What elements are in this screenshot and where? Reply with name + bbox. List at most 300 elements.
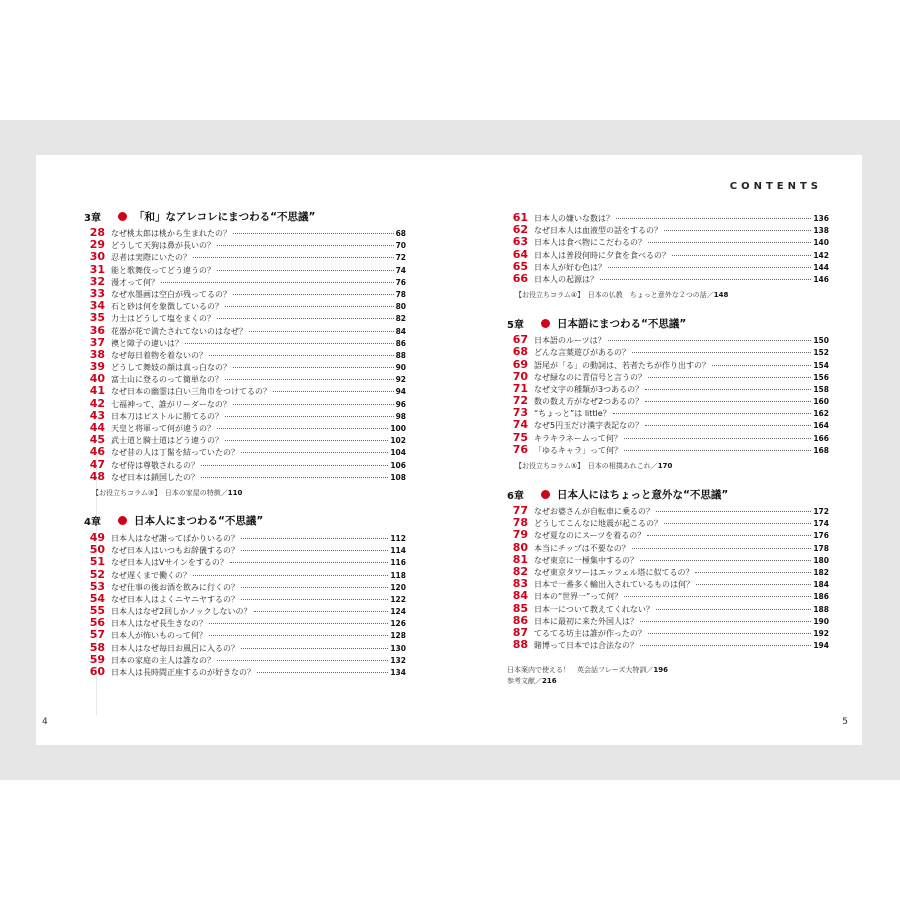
entry-number: 83 <box>512 577 528 591</box>
entry-page: 160 <box>813 397 829 407</box>
chapter-heading <box>84 512 406 530</box>
entry-number: 48 <box>89 469 105 483</box>
dot-leader <box>225 379 394 380</box>
dot-leader <box>632 352 811 353</box>
entry-page: 106 <box>390 460 406 470</box>
book-spread <box>36 155 862 745</box>
dot-leader <box>233 233 394 234</box>
entry-page: 154 <box>813 360 829 370</box>
dot-leader <box>712 365 811 366</box>
column-note <box>92 488 406 498</box>
entry-question: なぜ日本人はいつもお辞儀するの？ <box>111 546 239 556</box>
entry-number: 85 <box>512 601 528 615</box>
entry-page: 166 <box>813 433 829 443</box>
toc-entry <box>84 288 406 300</box>
toc-entry <box>84 312 406 324</box>
entry-page: 82 <box>395 314 406 324</box>
entry-page: 92 <box>395 375 406 385</box>
chapter-heading <box>507 485 829 503</box>
toc-entry <box>507 383 829 395</box>
entry-number: 45 <box>89 433 105 447</box>
toc-entry <box>84 227 406 239</box>
dot-leader <box>209 635 388 636</box>
entry-question: 忍者は実際にいたの？ <box>111 253 191 263</box>
entry-question: “ちょっと”は little？ <box>534 409 611 419</box>
column-note-text: 日本の家屋の特徴／ <box>164 488 228 497</box>
dot-leader <box>624 596 811 597</box>
entry-number: 58 <box>89 640 105 654</box>
toc-entry <box>84 471 406 483</box>
entry-number: 86 <box>512 613 528 627</box>
toc-entry <box>507 432 829 444</box>
page-number-right: 5 <box>842 717 848 727</box>
toc-entry <box>507 371 829 383</box>
entry-page: 192 <box>813 628 829 638</box>
dot-leader <box>241 587 388 588</box>
chapter-heading <box>84 207 406 225</box>
entry-page: 158 <box>813 384 829 394</box>
entry-question: なぜ5円玉だけ漢字表記なの？ <box>534 421 644 431</box>
left-column <box>84 207 406 678</box>
entry-number: 39 <box>89 360 105 374</box>
entry-number: 43 <box>89 408 105 422</box>
entry-page: 136 <box>813 214 829 223</box>
toc-entry <box>507 566 829 578</box>
entry-number: 31 <box>89 262 105 276</box>
toc-entry <box>507 346 829 358</box>
entry-page: 84 <box>395 326 406 336</box>
entry-page: 138 <box>813 226 829 236</box>
dot-leader <box>616 218 811 219</box>
entry-number: 47 <box>89 457 105 471</box>
entry-page: 112 <box>390 533 406 543</box>
entry-number: 44 <box>89 421 105 434</box>
toc-entry <box>507 627 829 639</box>
dot-leader <box>648 242 811 243</box>
entry-number: 68 <box>512 345 528 359</box>
entry-question: 日本人はなぜ長生きなの？ <box>111 619 207 629</box>
entry-question: なぜ日本の幽霊は白い三角巾をつけてるの？ <box>111 387 271 397</box>
entry-number: 33 <box>89 286 105 300</box>
dot-leader <box>225 440 388 441</box>
dot-leader <box>608 340 812 341</box>
entry-list <box>507 212 829 285</box>
entry-question: 富士山に登るのって簡単なの？ <box>111 375 223 385</box>
entry-question: なぜ文字の種類が3つあるの？ <box>534 384 644 394</box>
toc-entry <box>507 224 829 236</box>
spacer <box>507 471 829 485</box>
spacer <box>507 651 829 665</box>
right-page <box>449 155 862 745</box>
dot-leader <box>241 599 388 600</box>
entry-number: 57 <box>89 628 105 642</box>
entry-number: 38 <box>89 347 105 361</box>
entry-page: 174 <box>813 519 829 529</box>
entry-question: 日本人は食べ物にこだわるの？ <box>534 238 646 248</box>
toc-entry <box>507 590 829 602</box>
entry-question: 「ゆるキャラ」って何？ <box>534 445 622 455</box>
entry-page: 86 <box>395 338 406 348</box>
entry-number: 71 <box>512 381 528 395</box>
entry-page: 108 <box>390 472 406 482</box>
column-note-text: 日本の仏教 ちょっと意外な２つの話／ <box>587 291 714 300</box>
entry-number: 75 <box>512 430 528 444</box>
dot-leader <box>645 401 811 402</box>
entry-question: なぜ遅くまで働くの？ <box>111 570 191 580</box>
entry-page: 168 <box>813 445 829 455</box>
dot-leader <box>209 623 388 624</box>
entry-page: 150 <box>813 336 829 346</box>
dot-leader <box>613 413 812 414</box>
toc-entry <box>84 337 406 349</box>
dot-leader <box>600 279 811 280</box>
spacer <box>507 300 829 314</box>
entry-page: 72 <box>395 253 406 263</box>
entry-list <box>84 227 406 483</box>
dot-leader <box>647 535 811 536</box>
entry-number: 55 <box>89 604 105 618</box>
toc-entry <box>84 251 406 263</box>
toc-entry <box>507 505 829 517</box>
toc-entry <box>507 444 829 456</box>
dot-leader <box>241 452 388 453</box>
end-note-text: 参考文献／ <box>507 677 542 686</box>
dot-leader <box>225 306 394 307</box>
chapter-title: 日本人にまつわる“不思議” <box>134 515 264 528</box>
entry-page: 96 <box>395 399 406 409</box>
dot-leader <box>624 438 812 439</box>
chapter-label: 4章 <box>84 517 101 529</box>
toc-entry <box>84 532 406 544</box>
toc-entry <box>507 407 829 419</box>
end-note-text: 日本案内で使える！ 英会話フレーズ大特訓／ <box>507 666 654 675</box>
entry-number: 35 <box>89 311 105 325</box>
entry-number: 46 <box>89 445 105 459</box>
entry-number: 63 <box>512 235 528 249</box>
column-note <box>515 290 829 300</box>
chapter-bullet-icon <box>541 319 550 328</box>
entry-question: なぜ日本は鎖国したの？ <box>111 472 199 482</box>
entry-page: 152 <box>813 348 829 358</box>
toc-entry <box>84 581 406 593</box>
entry-question: 本当にチップは不要なの？ <box>534 543 630 553</box>
entry-question: 天皇と将軍って何が違うの？ <box>111 424 215 433</box>
toc-entry <box>507 517 829 529</box>
toc-entry <box>84 300 406 312</box>
dot-leader <box>193 257 394 258</box>
entry-page: 142 <box>813 250 829 260</box>
entry-page: 164 <box>813 421 829 431</box>
entry-question: 日本人が好む色は？ <box>534 262 606 272</box>
toc-entry <box>507 419 829 431</box>
entry-number: 66 <box>512 271 528 285</box>
dot-leader <box>257 672 388 673</box>
dot-leader <box>217 428 388 429</box>
entry-question: 襖と障子の違いは？ <box>111 338 183 348</box>
toc-entry <box>507 529 829 541</box>
dot-leader <box>241 538 388 539</box>
entry-number: 53 <box>89 579 105 593</box>
dot-leader <box>640 645 811 646</box>
entry-question: 日本人は普段何時に夕食を食べるの？ <box>534 250 670 260</box>
entry-page: 94 <box>395 387 406 397</box>
entry-question: 賭博って日本では合法なの？ <box>534 641 638 651</box>
entry-question: なぜ日本人はVサインをするの？ <box>111 558 228 568</box>
dot-leader <box>241 550 388 551</box>
chapter-bullet-icon <box>118 516 127 525</box>
entry-question: 七福神って、誰がリーダーなの？ <box>111 399 231 409</box>
entry-page: 74 <box>395 265 406 275</box>
toc-entry <box>84 629 406 641</box>
entry-number: 54 <box>89 591 105 605</box>
entry-page: 146 <box>813 274 829 284</box>
entry-question: なぜ夏なのにスーツを着るの？ <box>534 531 646 541</box>
entry-number: 67 <box>512 333 528 347</box>
dot-leader <box>161 282 394 283</box>
dot-leader <box>254 611 389 612</box>
entry-question: 語尾が「る」の動詞は、若者たちが作り出すの？ <box>534 360 710 370</box>
entry-page: 116 <box>390 558 406 568</box>
dot-leader <box>241 648 388 649</box>
entry-page: 114 <box>390 546 406 556</box>
entry-list <box>84 532 406 678</box>
entry-page: 76 <box>395 277 406 287</box>
toc-entry <box>507 639 829 651</box>
entry-question: 日本の家庭の主人は誰なの？ <box>111 655 215 665</box>
dot-leader <box>273 391 394 392</box>
dot-leader <box>233 404 394 405</box>
entry-question: 日本人の嫌いな数は？ <box>534 214 614 223</box>
toc-entry <box>84 605 406 617</box>
toc-entry <box>507 395 829 407</box>
toc-entry <box>507 212 829 224</box>
toc-entry <box>84 569 406 581</box>
chapter-label: 5章 <box>507 319 524 331</box>
dot-leader <box>664 230 811 231</box>
entry-page: 184 <box>813 580 829 590</box>
toc-entry <box>84 556 406 568</box>
toc-entry <box>84 434 406 446</box>
toc-entry <box>507 273 829 285</box>
entry-question: なぜ緑なのに青信号と言うの？ <box>534 372 646 382</box>
entry-question: 数の数え方がなぜ2つあるの？ <box>534 397 644 407</box>
dot-leader <box>656 511 811 512</box>
chapter-heading <box>507 314 829 332</box>
entry-question: 日本人はなぜ謝ってばかりいるの？ <box>111 533 239 543</box>
end-note <box>507 665 829 676</box>
dot-leader <box>624 450 811 451</box>
entry-question: 日本で一番多く輸出入されているものは何？ <box>534 580 694 590</box>
entry-question: なぜ東京に一極集中するの？ <box>534 555 638 565</box>
entry-number: 52 <box>89 567 105 581</box>
entry-page: 118 <box>390 570 406 580</box>
toc-entry <box>84 666 406 678</box>
dot-leader <box>640 621 811 622</box>
entry-page: 134 <box>390 668 406 677</box>
toc-entry <box>84 385 406 397</box>
entry-page: 128 <box>390 631 406 641</box>
dot-leader <box>695 572 811 573</box>
entry-question: 日本語のルーツは？ <box>534 336 606 346</box>
toc-entry <box>507 249 829 261</box>
dot-leader <box>225 416 394 417</box>
toc-entry <box>84 654 406 666</box>
toc-entry <box>84 325 406 337</box>
dot-leader <box>648 633 811 634</box>
chapter-bullet-icon <box>118 212 127 221</box>
contents-title: CONTENTS <box>729 181 822 192</box>
entry-page: 104 <box>390 448 406 458</box>
entry-page: 124 <box>390 607 406 617</box>
entry-page: 140 <box>813 238 829 248</box>
entry-number: 34 <box>89 299 105 313</box>
entry-question: なぜ東京タワーはエッフェル塔に似てるの？ <box>534 567 694 577</box>
entry-page: 98 <box>395 411 406 421</box>
page-number-left: 4 <box>42 717 48 727</box>
entry-page: 156 <box>813 372 829 382</box>
entry-question: なぜ仕事の後お酒を飲みに行くの？ <box>111 582 239 592</box>
column-note-page: 110 <box>227 488 243 497</box>
entry-list <box>507 505 829 651</box>
entry-number: 36 <box>89 323 105 337</box>
toc-entry <box>84 361 406 373</box>
entry-question: 石と砂は何を象徴しているの？ <box>111 302 223 312</box>
dot-leader <box>217 270 394 271</box>
entry-number: 73 <box>512 406 528 420</box>
entry-page: 178 <box>813 543 829 553</box>
dot-leader <box>249 331 394 332</box>
entry-page: 126 <box>390 619 406 629</box>
entry-question: 日本人はなぜ2回しかノックしないの？ <box>111 607 252 617</box>
toc-entry <box>84 544 406 556</box>
entry-number: 82 <box>512 564 528 578</box>
entry-page: 78 <box>395 289 406 299</box>
entry-question: なぜ水墨画は空白が残ってるの？ <box>111 289 231 299</box>
toc-entry <box>507 542 829 554</box>
entry-page: 130 <box>390 643 406 653</box>
toc-entry <box>84 349 406 361</box>
entry-page: 176 <box>813 531 829 541</box>
entry-number: 74 <box>512 418 528 432</box>
entry-number: 50 <box>89 543 105 557</box>
dot-leader <box>217 245 394 246</box>
toc-entry <box>84 398 406 410</box>
dot-leader <box>193 575 388 576</box>
dot-leader <box>185 343 394 344</box>
entry-question: どうして天狗は鼻が長いの？ <box>111 241 215 251</box>
entry-page: 172 <box>813 507 829 516</box>
entry-number: 56 <box>89 616 105 630</box>
dot-leader <box>656 609 812 610</box>
entry-page: 68 <box>395 229 406 238</box>
toc-entry <box>84 446 406 458</box>
entry-number: 29 <box>89 238 105 252</box>
entry-number: 41 <box>89 384 105 398</box>
dot-leader <box>640 560 811 561</box>
entry-page: 144 <box>813 262 829 272</box>
entry-page: 180 <box>813 555 829 565</box>
dot-leader <box>233 367 394 368</box>
entry-question: なぜお婆さんが自転車に乗るの？ <box>534 507 654 516</box>
toc-entry <box>84 593 406 605</box>
chapter-bullet-icon <box>541 490 550 499</box>
entry-number: 78 <box>512 516 528 530</box>
entry-page: 186 <box>813 592 829 602</box>
entry-number: 87 <box>512 625 528 639</box>
entry-number: 61 <box>512 211 528 224</box>
chapter-label: 3章 <box>84 212 101 224</box>
entry-number: 62 <box>512 223 528 237</box>
toc-entry <box>507 578 829 590</box>
toc-entry <box>507 261 829 273</box>
dot-leader <box>664 523 811 524</box>
entry-question: 漫才って何？ <box>111 277 159 287</box>
dot-leader <box>672 255 811 256</box>
entry-page: 80 <box>395 302 406 312</box>
dot-leader <box>230 562 388 563</box>
entry-number: 37 <box>89 335 105 349</box>
chapter-title: 「和」なアレコレにまつわる“不思議” <box>134 210 316 223</box>
toc-entry <box>84 459 406 471</box>
spacer <box>84 498 406 512</box>
dot-leader <box>201 477 388 478</box>
entry-question: 日本に最初に来た外国人は？ <box>534 616 638 626</box>
entry-question: 日本一について教えてくれない？ <box>534 604 654 614</box>
end-note <box>507 676 829 687</box>
entry-question: なぜ日本人は血液型の話をするの？ <box>534 226 662 236</box>
entry-number: 51 <box>89 555 105 569</box>
toc-entry <box>507 359 829 371</box>
entry-number: 80 <box>512 540 528 554</box>
entry-question: 力士はどうして塩をまくの？ <box>111 314 215 324</box>
right-column <box>507 212 829 687</box>
toc-entry <box>84 642 406 654</box>
chapter-title: 日本人にはちょっと意外な“不思議” <box>557 488 729 501</box>
toc-entry <box>507 554 829 566</box>
entry-question: 日本人は長時間正座するのが好きなの？ <box>111 668 255 677</box>
entry-page: 70 <box>395 241 406 251</box>
entry-question: 能と歌舞伎ってどう違うの？ <box>111 265 215 275</box>
entry-page: 88 <box>395 350 406 360</box>
entry-number: 88 <box>512 638 528 652</box>
entry-question: キラキラネームって何？ <box>534 433 622 443</box>
dot-leader <box>217 318 394 319</box>
entry-question: なぜ日本人はよくニヤニヤするの？ <box>111 594 239 604</box>
entry-page: 102 <box>390 436 406 446</box>
entry-question: なぜ桃太郎は桃から生まれたの？ <box>111 229 231 238</box>
entry-page: 100 <box>390 424 406 433</box>
dot-leader <box>217 660 388 661</box>
toc-entry <box>507 615 829 627</box>
entry-page: 122 <box>390 594 406 604</box>
entry-page: 132 <box>390 655 406 665</box>
chapter-title: 日本語にまつわる“不思議” <box>557 317 687 330</box>
entry-question: 日本人の起源は？ <box>534 274 598 284</box>
entry-question: 日本人はなぜ毎日お風呂に入るの？ <box>111 643 239 653</box>
column-note-page: 148 <box>713 291 729 300</box>
entry-number: 64 <box>512 247 528 261</box>
dot-leader <box>608 267 811 268</box>
toc-entry <box>84 422 406 434</box>
entry-number: 70 <box>512 369 528 383</box>
entry-question: なぜ侍は尊敬されるの？ <box>111 460 199 470</box>
column-note <box>515 461 829 471</box>
dot-leader <box>648 377 811 378</box>
entry-question: どんな言葉遊びがあるの？ <box>534 348 630 358</box>
end-note-page: 216 <box>542 677 557 686</box>
toc-entry <box>84 373 406 385</box>
column-note-label: 【お役立ちコラム③】 <box>92 488 158 497</box>
